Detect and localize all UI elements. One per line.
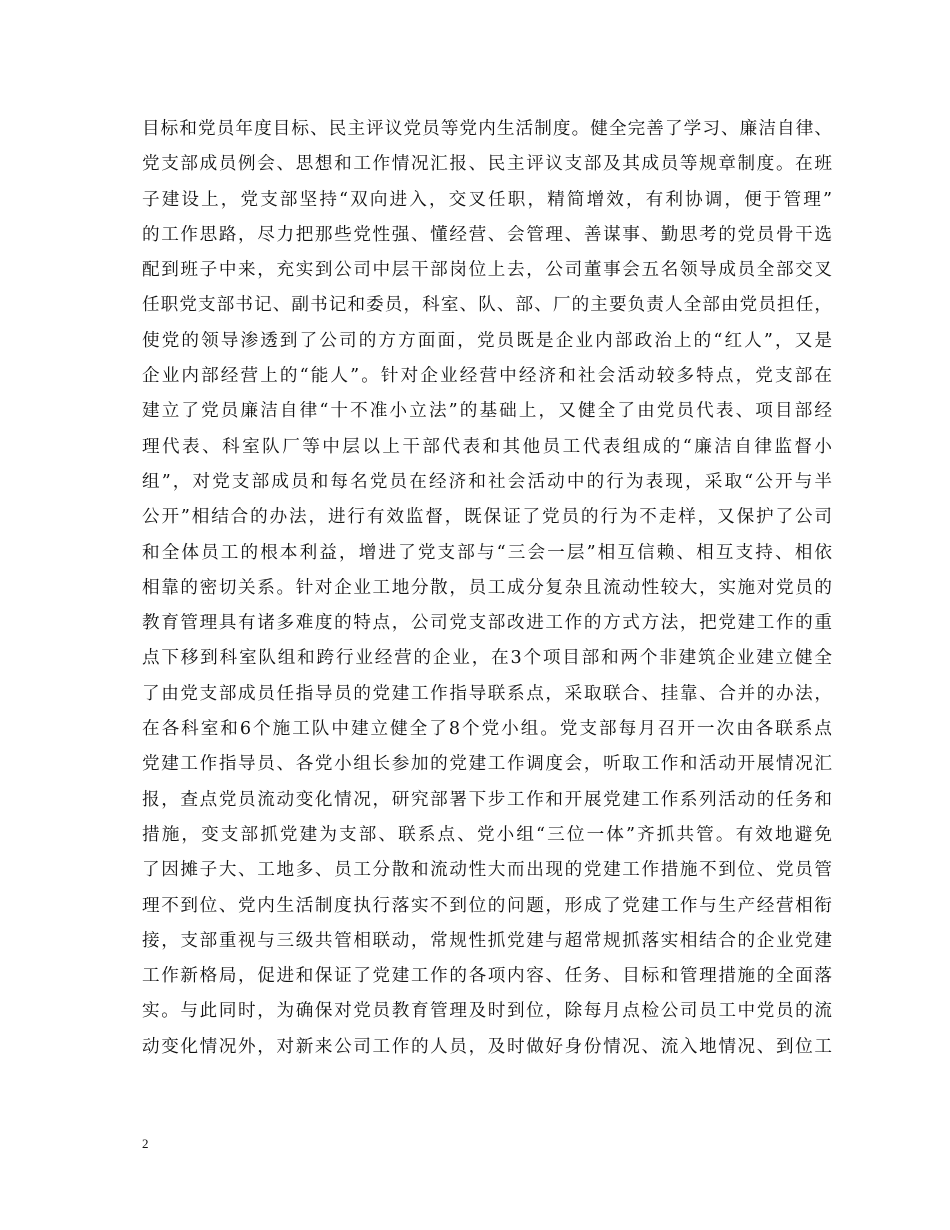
text-line: 党建工作指导员、各党小组长参加的党建工作调度会，听取工作和活动开展情况汇: [142, 754, 832, 775]
text-line: 子建设上，党支部坚持“双向进入，交叉任职，精简增效，有利协调，便于管理”: [142, 189, 832, 210]
text-line: 点下移到科室队组和跨行业经营的企业，在3个项目部和两个非建筑企业建立健全: [142, 648, 832, 669]
text-line: 理代表、科室队厂等中层以上干部代表和其他员工代表组成的“廉洁自律监督小: [142, 436, 832, 457]
text-line: 组”，对党支部成员和每名党员在经济和社会活动中的行为表现，采取“公开与半: [142, 471, 832, 492]
text-line: 了因摊子大、工地多、员工分散和流动性大而出现的党建工作措施不到位、党员管: [142, 860, 832, 881]
text-line: 教育管理具有诸多难度的特点，公司党支部改进工作的方式方法，把党建工作的重: [142, 613, 832, 634]
text-line: 动变化情况外，对新来公司工作的人员，及时做好身份情况、流入地情况、到位工: [142, 1036, 832, 1057]
text-line: 使党的领导渗透到了公司的方方面面，党员既是企业内部政治上的“红人”，又是: [142, 330, 832, 351]
text-line: 接，支部重视与三级共管相联动，常规性抓党建与超常规抓落实相结合的企业党建: [142, 930, 832, 951]
text-line: 和全体员工的根本利益，增进了党支部与“三会一层”相互信赖、相互支持、相依: [142, 542, 832, 563]
text-line: 的工作思路，尽力把那些党性强、懂经营、会管理、善谋事、勤思考的党员骨干选: [142, 224, 832, 245]
text-line: 实。与此同时，为确保对党员教育管理及时到位，除每月点检公司员工中党员的流: [142, 1001, 832, 1022]
text-line: 企业内部经营上的“能人”。针对企业经营中经济和社会活动较多特点，党支部在: [142, 366, 832, 387]
text-line: 党支部成员例会、思想和工作情况汇报、民主评议支部及其成员等规章制度。在班: [142, 154, 832, 175]
text-line: 措施，变支部抓党建为支部、联系点、党小组“三位一体”齐抓共管。有效地避免: [142, 824, 832, 845]
text-line: 在各科室和6个施工队中建立健全了8个党小组。党支部每月召开一次由各联系点: [142, 719, 832, 740]
text-line: 任职党支部书记、副书记和委员，科室、队、部、厂的主要负责人全部由党员担任，: [142, 295, 832, 316]
text-line: 建立了党员廉洁自律“十不准小立法”的基础上，又健全了由党员代表、项目部经: [142, 401, 832, 422]
text-line: 公开”相结合的办法，进行有效监督，既保证了党员的行为不走样，又保护了公司: [142, 507, 832, 528]
text-line: 配到班子中来，充实到公司中层干部岗位上去，公司董事会五名领导成员全部交叉: [142, 260, 832, 281]
text-line: 目标和党员年度目标、民主评议党员等党内生活制度。健全完善了学习、廉洁自律、: [142, 119, 832, 139]
text-line: 报，查点党员流动变化情况，研究部署下步工作和开展党建工作系列活动的任务和: [142, 789, 832, 810]
text-line: 相靠的密切关系。针对企业工地分散，员工成分复杂且流动性较大，实施对党员的: [142, 577, 832, 598]
text-line: 工作新格局，促进和保证了党建工作的各项内容、任务、目标和管理措施的全面落: [142, 966, 832, 987]
body-text: [142, 112, 832, 1065]
page-number: 2: [142, 1136, 149, 1151]
text-line: 理不到位、党内生活制度执行落实不到位的问题，形成了党建工作与生产经营相衔: [142, 895, 832, 916]
text-line: 了由党支部成员任指导员的党建工作指导联系点，采取联合、挂靠、合并的办法，: [142, 683, 832, 704]
